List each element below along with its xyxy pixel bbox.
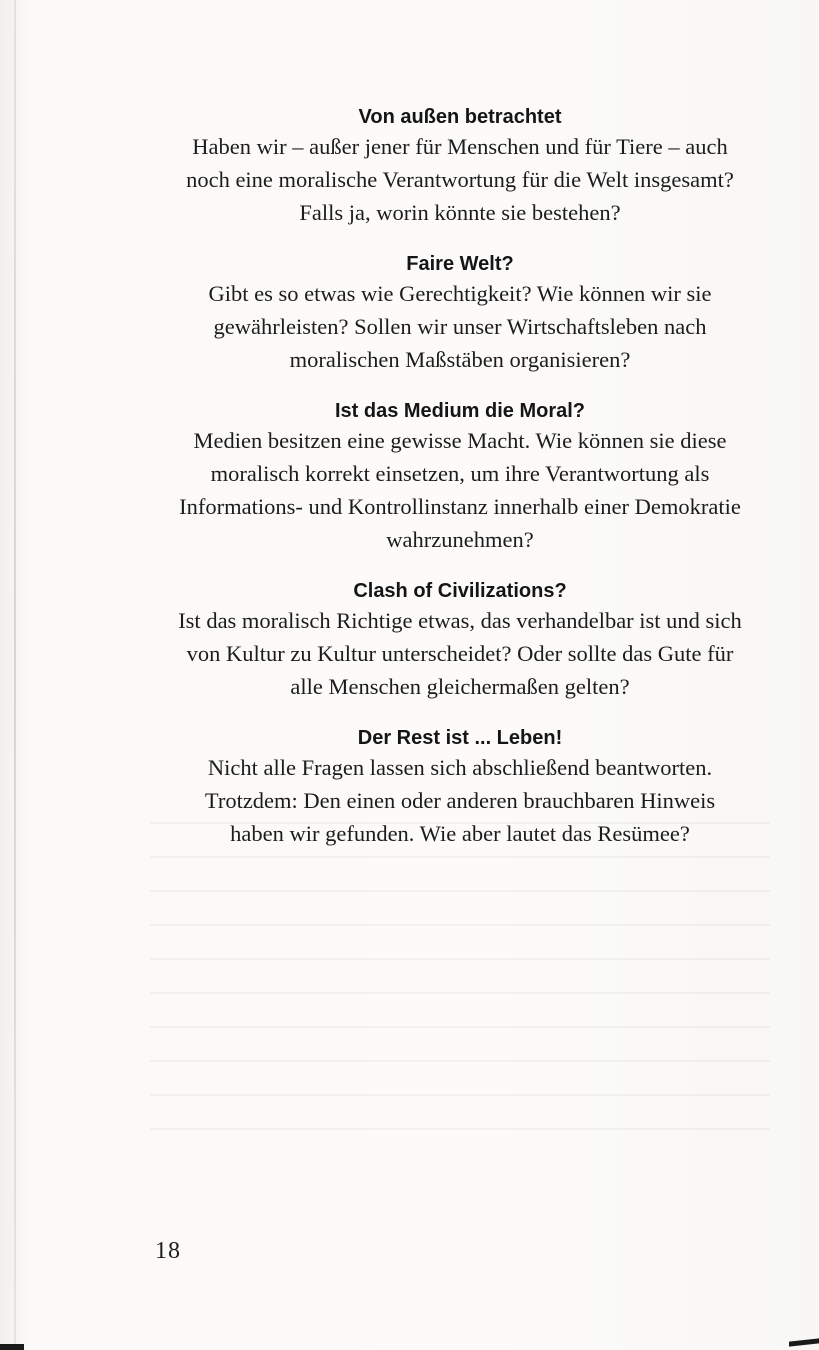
page-number: 18 [155, 1238, 181, 1264]
section-heading: Clash of Civilizations? [353, 580, 567, 602]
body-line: Ist das moralisch Richtige etwas, das verhandelbar ist und sich [178, 608, 742, 633]
section-list [150, 104, 770, 872]
body-line: moralischen Maßstäben organisieren? [289, 347, 631, 372]
body-line: haben wir gefunden. Wie aber lautet das Resümee? [230, 821, 690, 846]
section-clash-of-civilizations [150, 578, 770, 703]
section-body [150, 751, 770, 850]
body-line: Gibt es so etwas wie Gerechtigkeit? Wie können wir sie [208, 281, 712, 306]
page-corner-shadow-right [789, 1338, 819, 1346]
section-heading: Der Rest ist ... Leben! [357, 727, 563, 749]
page-corner-shadow-left [0, 1344, 24, 1350]
body-line: Haben wir – außer jener für Menschen und für Tiere – auch [192, 134, 728, 159]
body-line: alle Menschen gleichermaßen gelten? [290, 674, 630, 699]
section-body [150, 130, 770, 229]
section-heading: Faire Welt? [406, 253, 514, 275]
section-body [150, 604, 770, 703]
body-line: Trotzdem: Den einen oder anderen brauchbaren Hinweis [204, 788, 716, 813]
section-der-rest-ist-leben [150, 725, 770, 850]
body-line: Medien besitzen eine gewisse Macht. Wie können sie diese [193, 428, 727, 453]
section-medium-moral [150, 398, 770, 556]
body-line: wahrzunehmen? [386, 527, 534, 552]
section-heading: Ist das Medium die Moral? [334, 400, 586, 422]
section-body [150, 424, 770, 556]
body-line: gewährleisten? Sollen wir unser Wirtschaftsleben nach [213, 314, 707, 339]
body-line: Informations- und Kontrollinstanz innerhalb einer Demokratie [179, 494, 741, 519]
body-line: Falls ja, worin könnte sie bestehen? [299, 200, 621, 225]
section-faire-welt [150, 251, 770, 376]
body-line: moralisch korrekt einsetzen, um ihre Verantwortung als [210, 461, 710, 486]
body-line: noch eine moralische Verantwortung für die Welt insgesamt? [186, 167, 734, 192]
body-line: von Kultur zu Kultur unterscheidet? Oder sollte das Gute für [186, 641, 734, 666]
section-body [150, 277, 770, 376]
page-spine-edge [14, 0, 16, 1350]
body-line: Nicht alle Fragen lassen sich abschließend beantworten. [207, 755, 713, 780]
section-heading: Von außen betrachtet [358, 106, 562, 128]
section-von-aussen-betrachtet [150, 104, 770, 229]
